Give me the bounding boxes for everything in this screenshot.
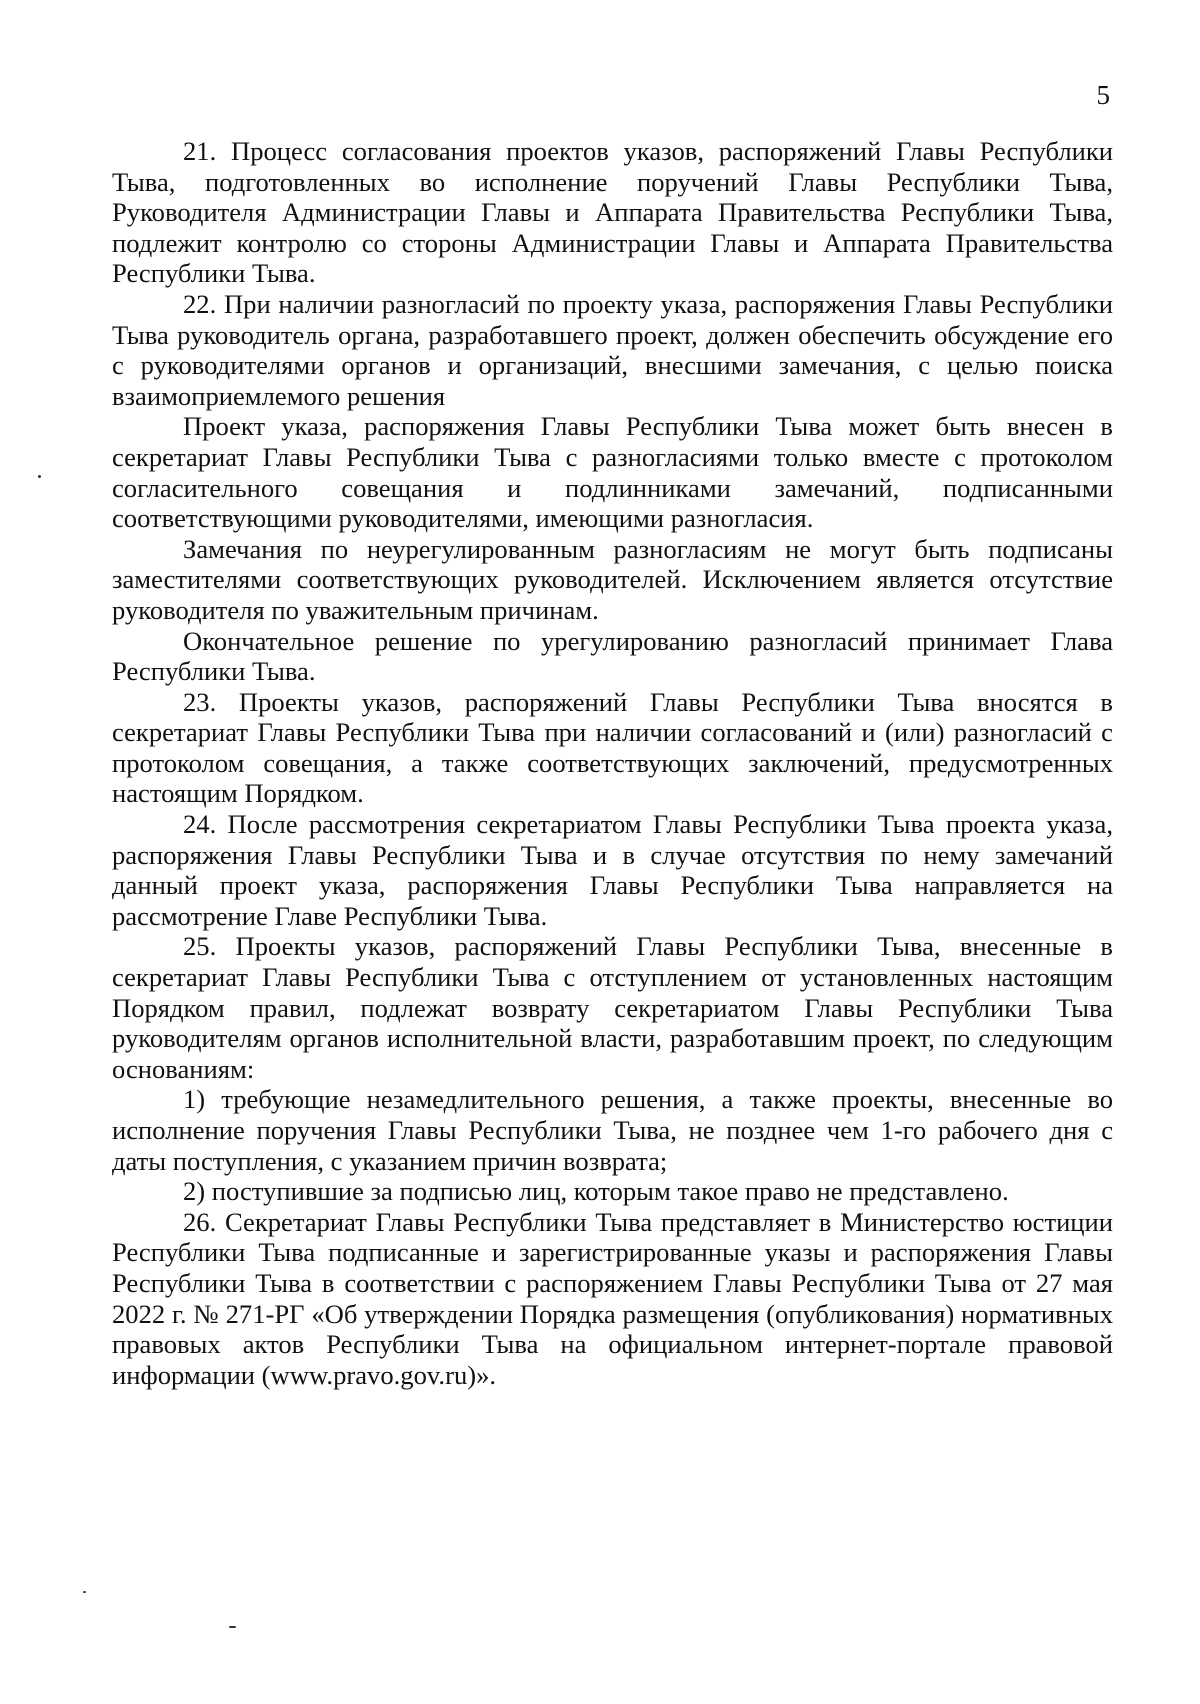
paragraph-22: 22. При наличии разногласий по проекту указа, распоряжения Главы Республики Тыва руководитель органа, разработавшего проект, должен обеспечить обсуждение его с руководителями органов и организаций, внесшими замечания, с целью поиска взаимоприемлемого решения [112, 288, 1113, 411]
scan-speck [38, 475, 41, 478]
paragraph-25-item-2: 2) поступившие за подписью лиц, которым такое право не представлено. [183, 1176, 1009, 1207]
paragraph-24: 24. После рассмотрения секретариатом Главы Республики Тыва проекта указа, распоряжения Главы Республики Тыва и в случае отсутствия по нему замечаний данный проект указа, распоряжения Главы Республики Тыва направляется на рассмотрение Главе Республики Тыва. [112, 809, 1113, 931]
paragraph-21: 21. Процесс согласования проектов указов, распоряжений Главы Республики Тыва, подготовленных во исполнение поручений Главы Республики Тыва, Руководителя Администрации Главы и Аппарата Правительства Республики Тыва, подлежит контролю со стороны Администрации Главы и Аппарата Правительства Республики Тыва. [112, 136, 1113, 289]
paragraph-22-final-decision: Окончательное решение по урегулированию разногласий принимает Глава Республики Тыва. [112, 625, 1113, 687]
paragraph-26: 26. Секретариат Главы Республики Тыва представляет в Министерство юстиции Республики Тыва подписанные и зарегистрированные указы и распоряжения Главы Республики Тыва в соответствии с распоряжением Главы Республики Тыва от 27 мая 2022 г. № 271-РГ «Об утверждении Порядка размещения (опубликования) нормативных правовых актов Республики Тыва на официальном интернет-портале правовой информации (www.pravo.gov.ru)». [112, 1206, 1113, 1390]
scan-speck [83, 1591, 86, 1593]
scan-speck [229, 1626, 236, 1628]
paragraph-25-item-1: 1) требующие незамедлительного решения, а также проекты, внесенные во исполнение поручения Главы Республики Тыва, не позднее чем 1-го рабочего дня с даты поступления, с указанием причин возврата; [112, 1084, 1113, 1176]
document-body [112, 136, 1113, 1390]
paragraph-22-project-submission: Проект указа, распоряжения Главы Республики Тыва может быть внесен в секретариат Главы Республики Тыва с разногласиями только вместе с протоколом согласительного совещания и подлинниками замечаний, подписанными соответствующими руководителями, имеющими разногласия. [112, 411, 1113, 534]
paragraph-22-remarks: Замечания по неурегулированным разногласиям не могут быть подписаны заместителями соответствующих руководителей. Исключением является отсутствие руководителя по уважительным причинам. [112, 533, 1113, 625]
paragraph-25: 25. Проекты указов, распоряжений Главы Республики Тыва, внесенные в секретариат Главы Республики Тыва с отступлением от установленных настоящим Порядком правил, подлежат возврату секретариатом Главы Республики Тыва руководителям органов исполнительной власти, разработавшим проект, по следующим основаниям: [112, 931, 1113, 1084]
paragraph-23: 23. Проекты указов, распоряжений Главы Республики Тыва вносятся в секретариат Главы Республики Тыва при наличии согласований и (или) разногласий с протоколом совещания, а также соответствующих заключений, предусмотренных настоящим Порядком. [112, 686, 1113, 809]
page-number: 5 [1096, 80, 1110, 110]
